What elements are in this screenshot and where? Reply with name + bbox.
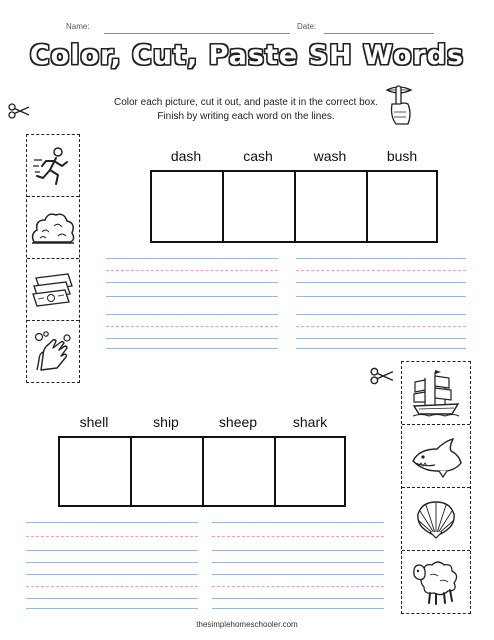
shush-icon <box>384 82 414 128</box>
word-shell: shell <box>79 414 109 430</box>
paste-box-bush[interactable] <box>366 170 438 243</box>
word-ship: ship <box>153 414 179 430</box>
paste-box-ship[interactable] <box>130 436 204 507</box>
page-title: Color, Cut, Paste SH Words <box>29 40 465 71</box>
writing-lines-shark[interactable] <box>212 574 384 614</box>
name-label: Name: <box>66 22 90 31</box>
cutout-cell[interactable] <box>27 135 79 197</box>
word-dash: dash <box>170 148 202 164</box>
word-bush: bush <box>386 148 418 164</box>
sheep-icon <box>410 557 462 607</box>
cutout-cell[interactable] <box>27 259 79 321</box>
cutout-cell[interactable] <box>402 551 470 613</box>
writing-lines-ship[interactable] <box>212 522 384 566</box>
cutout-cell[interactable] <box>402 488 470 551</box>
footer-url: thesimplehomeschooler.com <box>196 620 298 629</box>
cutout-cell[interactable] <box>402 362 470 425</box>
writing-lines-bush[interactable] <box>296 314 466 354</box>
writing-lines-shell[interactable] <box>26 522 198 566</box>
paste-box-shark[interactable] <box>274 436 346 507</box>
shark-icon <box>409 433 463 479</box>
word-shark: shark <box>292 414 328 430</box>
cash-icon <box>30 270 76 310</box>
writing-lines-wash[interactable] <box>106 314 278 354</box>
date-label: Date: <box>297 22 317 31</box>
paste-box-dash[interactable] <box>150 170 224 243</box>
paste-box-sheep[interactable] <box>202 436 276 507</box>
shell-icon <box>414 498 458 540</box>
washing-hands-icon <box>31 330 75 374</box>
date-field[interactable] <box>324 33 434 34</box>
paste-box-wash[interactable] <box>294 170 368 243</box>
writing-lines-sheep[interactable] <box>26 574 198 614</box>
word-cash: cash <box>243 148 273 164</box>
word-sheep: sheep <box>218 414 258 430</box>
scissors-icon <box>8 103 30 119</box>
ship-icon <box>411 368 461 418</box>
scissors-icon <box>370 367 394 385</box>
cutout-cell[interactable] <box>27 197 79 259</box>
instructions: Color each picture, cut it out, and paste it in the correct box. Finish by writing each word on the lines. <box>113 97 379 122</box>
word-wash: wash <box>313 148 347 164</box>
cutout-cell[interactable] <box>27 321 79 383</box>
paste-box-shell[interactable] <box>58 436 132 507</box>
bush-icon <box>30 208 76 248</box>
running-person-icon <box>32 145 74 187</box>
paste-box-cash[interactable] <box>222 170 296 243</box>
name-field[interactable] <box>104 33 290 34</box>
cutout-strip-1 <box>26 134 80 383</box>
cutout-cell[interactable] <box>402 425 470 488</box>
cutout-strip-2 <box>401 361 471 614</box>
